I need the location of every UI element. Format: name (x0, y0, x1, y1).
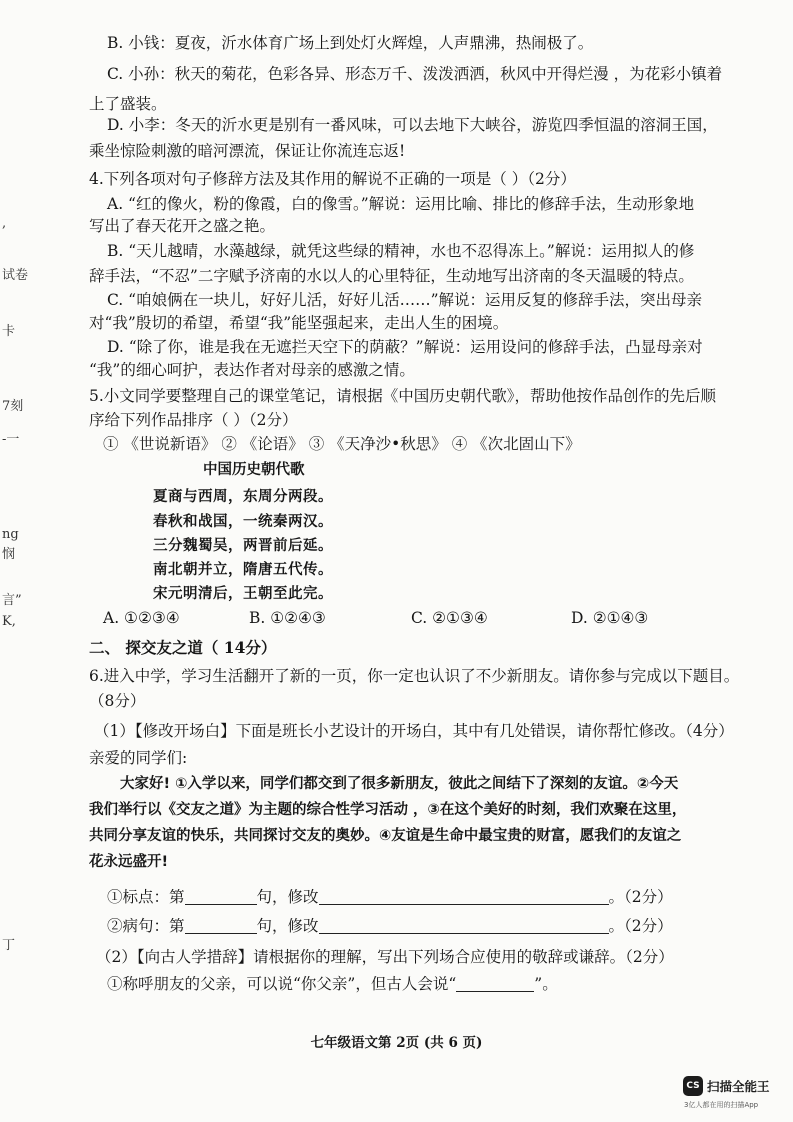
fill-label: 句，修改 (256, 888, 319, 906)
q4-option-a-cont: 写出了春天花开之盛之艳。 (89, 217, 276, 235)
poem-line: 夏商与西周，东周分两段。 (153, 489, 333, 505)
speech-line: 大家好! ①入学以来，同学们都交到了很多新朋友，彼此之间结下了深刻的友谊。②今天 (120, 776, 679, 792)
section-heading: 二、 探交友之道（ 14分） (89, 638, 277, 657)
q5-stem: 5.小文同学要整理自己的课堂笔记，请根据《中国历史朝代歌》，帮助他按作品创作的先后顺 (89, 387, 717, 405)
q5-stem-cont: 序给下列作品排序（ ）（2分） (89, 411, 298, 429)
q5-choice-d: D. ②①④③ (571, 609, 649, 627)
q5-works-list: ① 《世说新语》 ② 《论语》 ③ 《天净沙•秋思》 ④ 《次北固山下》 (103, 435, 581, 453)
speech-greeting: 亲爱的同学们: (89, 749, 188, 767)
q5-choice-b: B. ①②④③ (249, 609, 326, 627)
poem-line: 宋元明清后，王朝至此完。 (153, 586, 333, 602)
poem-line: 三分魏蜀吴，两晋前后延。 (153, 538, 333, 554)
margin-fragment: 丁 (2, 938, 16, 953)
sentence-number-blank[interactable] (185, 917, 257, 934)
margin-fragment: 7刻 (2, 399, 24, 414)
q3-option-b: B. 小钱：夏夜，沂水体育广场上到处灯火辉煌，人声鼎沸，热闹极了。 (107, 34, 594, 52)
sentence-number-blank[interactable] (185, 888, 257, 905)
q4-option-d: D. “除了你，谁是我在无遮拦天空下的荫蔽？”解说：运用设问的修辞手法，凸显母亲对 (107, 338, 703, 356)
q4-option-b: B. “天儿越晴，水藻越绿，就凭这些绿的精神，水也不忍得冻上。”解说：运用拟人的修 (107, 242, 695, 260)
q4-option-a: A. “红的像火，粉的像霞，白的像雪。”解说：运用比喻、排比的修辞手法，生动形象地 (107, 195, 695, 213)
fill-label: 句，修改 (256, 917, 319, 935)
page-footer: 七年级语文第 2页 (共 6 页) (310, 1035, 483, 1051)
q3-option-d: D. 小李：冬天的沂水更是别有一番风味，可以去地下大峡谷，游览四季恒温的溶洞王国， (107, 116, 718, 134)
poem-line: 南北朝并立，隋唐五代传。 (153, 562, 333, 578)
margin-fragment: 言” (2, 593, 22, 608)
q4-option-c-cont: 对“我”殷切的希望，希望“我”能坚强起来，走出人生的困境。 (89, 314, 509, 332)
q4-option-d-cont: “我”的细心呵护，表达作者对母亲的感激之情。 (89, 361, 415, 379)
poem-title: 中国历史朝代歌 (203, 462, 305, 478)
speech-line: 我们举行以《交友之道》为主题的综合性学习活动 ，③在这个美好的时刻，我们欢聚在这里， (89, 802, 687, 818)
fill-score: 。（2分） (608, 888, 673, 906)
q6-sub1: （1）【修改开场白】下面是班长小艺设计的开场白，其中有几处错误，请你帮忙修改。（4分） (94, 722, 734, 740)
fill-label: ①标点：第 (107, 888, 185, 906)
q4-option-c: C. “咱娘俩在一块儿，好好儿活，好好儿活……”解说：运用反复的修辞手法，突出母亲 (107, 291, 703, 309)
camscanner-logo-icon: CS (683, 1076, 703, 1096)
q3-option-c: C. 小孙：秋天的菊花，色彩各异、形态万千、泼泼洒洒，秋风中开得烂漫 ，为花彩小镇着 (107, 65, 723, 83)
fill-score: 。（2分） (608, 917, 673, 935)
fill-label: ”。 (534, 975, 558, 993)
fill-label: ①称呼朋友的父亲，可以说“你父亲”，但古人会说“ (107, 975, 457, 993)
margin-fragment: , (2, 216, 7, 231)
q5-choice-a: A. ①②③④ (103, 609, 180, 627)
margin-fragment: 悯 (2, 547, 16, 562)
speech-line: 花永远盛开! (89, 854, 169, 870)
honorific-blank[interactable] (456, 975, 534, 992)
speech-line: 共同分享友谊的快乐，共同探讨交友的奥妙。④友谊是生命中最宝贵的财富，愿我们的友谊之 (89, 828, 682, 844)
q6-stem: 6.进入中学，学习生活翻开了新的一页，你一定也认识了不少新朋友。请你参与完成以下题目。 (89, 667, 740, 685)
margin-fragment: -一 (2, 432, 20, 447)
watermark-tagline: 3亿人都在用的扫描App (684, 1101, 759, 1109)
q4-option-b-cont: 辞手法，“不忍”二字赋予济南的水以人的心里特征，生动地写出济南的冬天温暖的特点。 (89, 267, 694, 285)
q3-option-d-cont: 乘坐惊险刺激的暗河漂流，保证让你流连忘返! (89, 142, 406, 160)
watermark-name: 扫描全能王 (707, 1079, 770, 1094)
q6-sub2-item1 (107, 974, 558, 994)
fill-label: ②病句：第 (107, 917, 185, 935)
correction-blank[interactable] (319, 917, 609, 934)
margin-fragment: 试卷 (2, 268, 29, 283)
scanner-watermark (683, 1076, 791, 1112)
q3-option-c-cont: 上了盛装。 (89, 95, 167, 113)
fill-punctuation-row (107, 887, 673, 907)
fill-sick-sentence-row (107, 916, 673, 936)
margin-fragment: K, (2, 614, 16, 629)
correction-blank[interactable] (319, 888, 609, 905)
poem-line: 春秋和战国，一统秦两汉。 (153, 514, 333, 530)
q4-stem: 4.下列各项对句子修辞方法及其作用的解说不正确的一项是（ ）（2分） (89, 170, 576, 188)
margin-fragment: ng (2, 527, 19, 542)
q5-choice-c: C. ②①③④ (411, 609, 488, 627)
margin-fragment: 卡 (2, 324, 16, 339)
q6-stem-cont: （8分） (89, 692, 146, 710)
q6-sub2: （2）【向古人学措辞】请根据你的理解，写出下列场合应使用的敬辞或谦辞。（2分） (96, 948, 674, 966)
